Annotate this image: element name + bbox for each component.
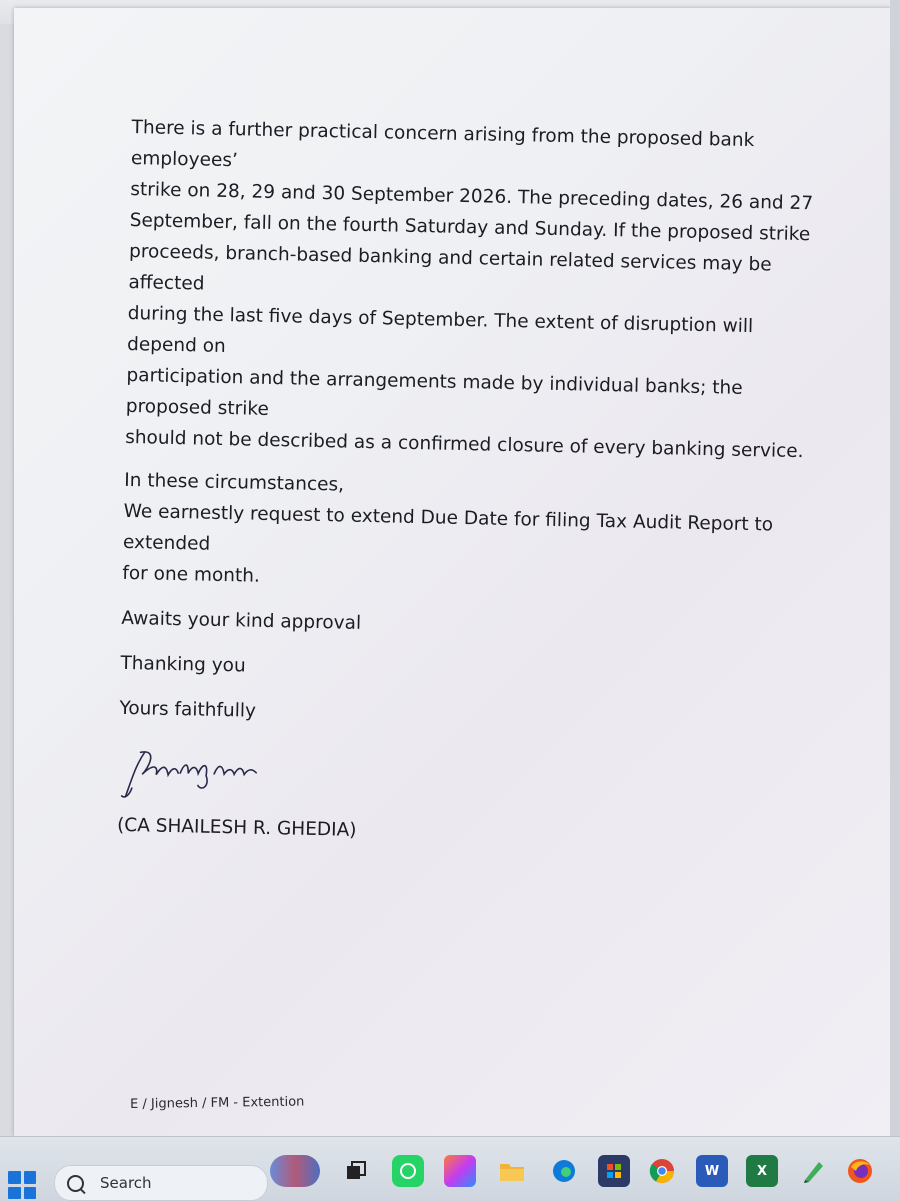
pen-icon[interactable] [798, 1155, 830, 1187]
taskbar [0, 1136, 900, 1201]
footer-reference: E / Jignesh / FM - Extention [130, 1094, 305, 1112]
file-explorer-icon[interactable] [496, 1155, 528, 1187]
paragraph-line: proceeds, branch-based banking and certain related services may be affected [128, 240, 772, 295]
paragraph-line: during the last five days of September. The extent of disruption will depend on [126, 302, 754, 358]
copilot-icon[interactable] [444, 1155, 476, 1187]
paragraph-line: should not be described as a confirmed closure of every banking service. [124, 426, 804, 463]
closing-line: Yours faithfully [119, 697, 257, 722]
windows-logo-tile [8, 1171, 21, 1184]
whatsapp-icon[interactable] [392, 1155, 424, 1187]
windows-logo-tile [24, 1187, 37, 1200]
handwritten-signature [118, 744, 279, 807]
task-view-icon[interactable] [340, 1155, 372, 1187]
excel-icon[interactable]: X [746, 1155, 778, 1187]
letter-body [117, 112, 832, 855]
firefox-icon[interactable] [844, 1155, 876, 1187]
circumstances-line: In these circumstances, [124, 469, 345, 496]
chrome-icon[interactable] [646, 1155, 678, 1187]
thanks-line: Thanking you [120, 652, 246, 677]
request-paragraph [122, 496, 824, 604]
paragraph-line: There is a further practical concern arising from the proposed bank employees’ [130, 116, 755, 172]
approval-line: Awaits your kind approval [121, 607, 362, 634]
taskbar-search[interactable] [54, 1165, 268, 1201]
store-icon[interactable] [598, 1155, 630, 1187]
paragraph-line: participation and the arrangements made by individual banks; the proposed strike [125, 364, 743, 420]
window-right-edge [890, 0, 900, 1136]
search-placeholder: Search [100, 1174, 152, 1192]
request-line: for one month. [122, 562, 261, 587]
paragraph-line: September, fall on the fourth Saturday and Sunday. If the proposed strike [129, 209, 811, 246]
windows-logo-tile [24, 1171, 37, 1184]
windows-logo-tile [8, 1187, 21, 1200]
start-button[interactable] [8, 1171, 36, 1199]
request-line: We earnestly request to extend Due Date for filing Tax Audit Report to extended [122, 500, 774, 555]
signatory-name: (CA SHAILESH R. GHEDIA) [116, 814, 357, 841]
widgets-icon[interactable] [270, 1155, 320, 1187]
word-icon[interactable]: W [696, 1155, 728, 1187]
edge-icon[interactable] [548, 1155, 580, 1187]
search-icon [67, 1175, 84, 1192]
paragraph-line: strike on 28, 29 and 30 September 2026. The preceding dates, 26 and 27 [130, 178, 814, 215]
paragraph-strike-concern [125, 112, 832, 468]
